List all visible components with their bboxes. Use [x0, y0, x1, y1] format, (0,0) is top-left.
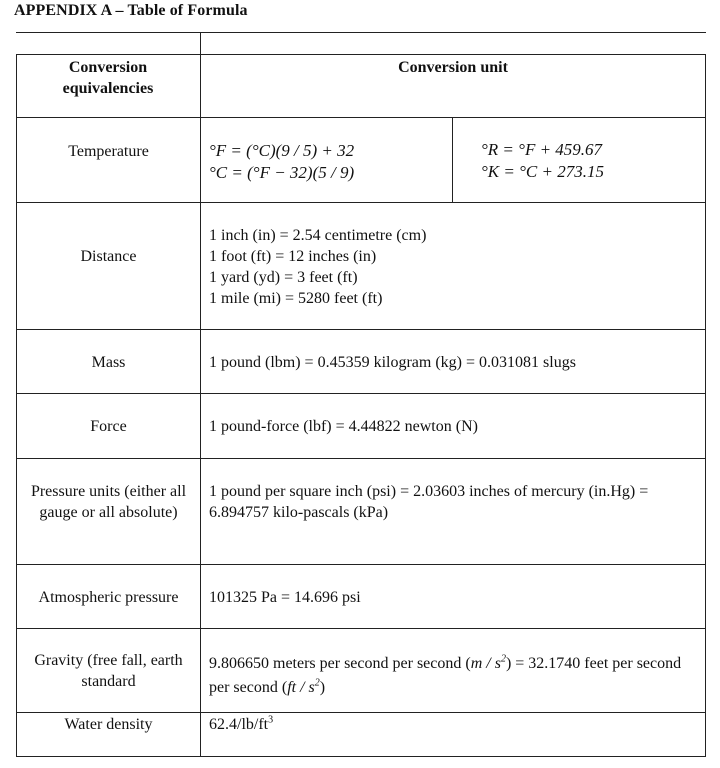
row-label-atmospheric-pressure: Atmospheric pressure — [38, 589, 179, 606]
table-bottom-border — [16, 756, 706, 757]
distance-yard: 1 yard (yd) = 3 feet (ft) — [209, 269, 358, 286]
distance-mile: 1 mile (mi) = 5280 feet (ft) — [209, 290, 383, 307]
atmospheric-pressure-value: 101325 Pa = 14.696 psi — [209, 589, 361, 606]
gravity-unit-metric: m / $s^2$ — [470, 653, 506, 672]
temperature-formulas-right — [481, 139, 604, 183]
table-top-border — [16, 32, 706, 33]
row-divider — [16, 628, 706, 629]
row-label-pressure: Pressure units (either all gauge or all absolute) — [30, 483, 187, 521]
row-label-temperature: Temperature — [68, 143, 149, 160]
header-conversion-unit: Conversion unit — [398, 59, 508, 76]
temperature-formulas-left — [209, 140, 354, 184]
row-divider — [16, 54, 706, 55]
row-divider — [16, 564, 706, 565]
distance-inch: 1 inch (in) = 2.54 centimetre (cm) — [209, 227, 427, 244]
table-right-border — [705, 54, 706, 757]
row-label-gravity: Gravity (free fall, earth standard — [34, 652, 183, 690]
gravity-value — [209, 652, 689, 700]
column-divider — [200, 32, 201, 757]
water-density-value: $62.4/lb/ft^3$ — [209, 714, 274, 733]
gravity-text-part3: ) — [319, 679, 326, 696]
row-label-distance: Distance — [80, 248, 137, 265]
row-label-water-density: Water density — [64, 716, 153, 733]
pressure-value: 1 pound per square inch (psi) = 2.03603 inches of mercury (in.Hg) = 6.894757 kilo-pascals (kPa) — [209, 483, 657, 521]
celsius-formula: °C = (°F − 32)(5 / 9) — [209, 163, 355, 182]
rankine-formula: °R = °F + 459.67 — [481, 140, 603, 159]
row-divider — [16, 458, 706, 459]
page-title: APPENDIX A – Table of Formula — [14, 2, 248, 19]
row-divider — [16, 117, 706, 118]
mass-value: 1 pound (lbm) = 0.45359 kilogram (kg) = 0.031081 slugs — [209, 354, 576, 371]
gravity-text-part2: ) = 32.1740 feet per second per second ( — [209, 655, 682, 696]
distance-values — [209, 225, 426, 309]
header-conversion-equivalencies: Conversion equivalencies — [62, 59, 154, 97]
row-divider — [16, 712, 706, 713]
distance-foot: 1 foot (ft) = 12 inches (in) — [209, 248, 377, 265]
gravity-unit-imperial: ft / $s^2$ — [287, 677, 320, 696]
row-label-mass: Mass — [91, 354, 126, 371]
temperature-column-divider — [452, 117, 453, 203]
gravity-text-part1: 9.806650 meters per second per second ( — [209, 655, 471, 672]
row-divider — [16, 329, 706, 330]
row-divider — [16, 393, 706, 394]
force-value: 1 pound-force (lbf) = 4.44822 newton (N) — [209, 418, 478, 435]
kelvin-formula: °K = °C + 273.15 — [481, 162, 604, 181]
row-divider — [16, 202, 706, 203]
row-label-force: Force — [90, 418, 127, 435]
fahrenheit-formula: °F = (°C)(9 / 5) + 32 — [209, 141, 355, 160]
